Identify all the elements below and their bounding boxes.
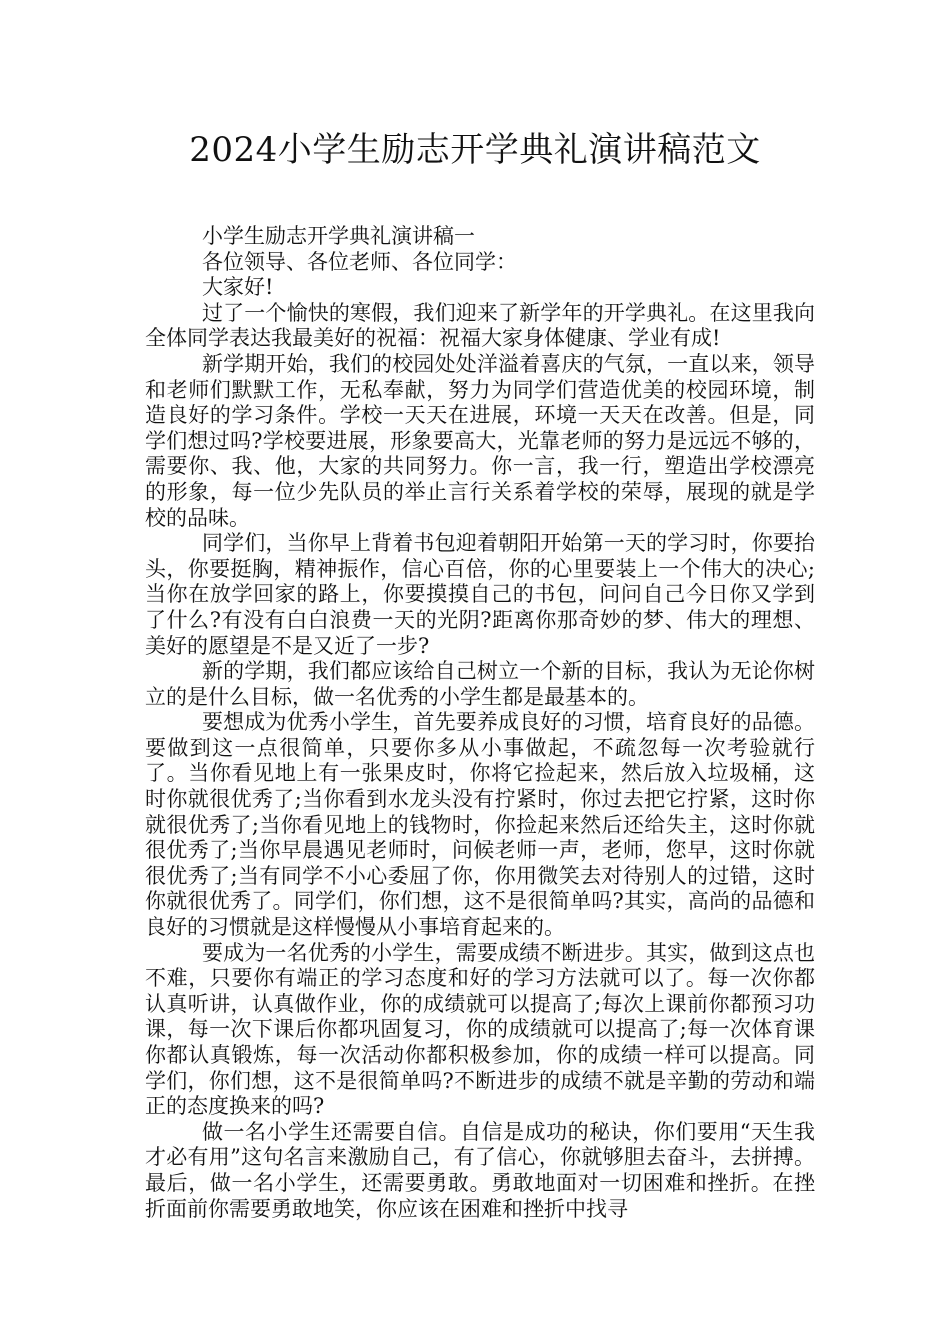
salutation: 各位领导、各位老师、各位同学： — [202, 249, 517, 274]
document-title: 2024小学生励志开学典礼演讲稿范文 — [189, 130, 761, 170]
document-body — [145, 224, 815, 1222]
paragraph: 同学们，当你早上背着书包迎着朝阳开始第一天的学习时，你要抬头，你要挺胸，精神振作，信心百倍，你的心里要装上一个伟大的决心;当你在放学回家的路上，你要摸摸自己的书包，问问自己今日你又学到了什么?有没有白白浪费一天的光阴?距离你那奇妙的梦、伟大的理想、美好的愿望是不是又近了一步? — [145, 531, 815, 658]
paragraph: 新学期开始，我们的校园处处洋溢着喜庆的气氛，一直以来，领导和老师们默默工作，无私奉献，努力为同学们营造优美的校园环境，制造良好的学习条件。学校一天天在进展，环境一天天在改善。但是，同学们想过吗?学校要进展，形象要高大，光靠老师的努力是远远不够的，需要你、我、他，大家的共同努力。你一言，我一行，塑造出学校漂亮的形象，每一位少先队员的举止言行关系着学校的荣辱，展现的就是学校的品味。 — [145, 351, 815, 530]
paragraph: 过了一个愉快的寒假，我们迎来了新学年的开学典礼。在这里我向全体同学表达我最美好的祝福：祝福大家身体健康、学业有成! — [145, 300, 815, 351]
paragraph: 要想成为优秀小学生，首先要养成良好的习惯，培育良好的品德。要做到这一点很简单，只要你多从小事做起，不疏忽每一次考验就行了。当你看见地上有一张果皮时，你将它捡起来，然后放入垃圾桶，这时你就很优秀了;当你看到水龙头没有拧紧时，你过去把它拧紧，这时你就很优秀了;当你看见地上的钱物时，你捡起来然后还给失主，这时你就很优秀了;当你早晨遇见老师时，问候老师一声，老师，您早，这时你就很优秀了;当有同学不小心委屈了你，你用微笑去对待别人的过错，这时你就很优秀了。同学们，你们想，这不是很简单吗?其实，高尚的品德和良好的习惯就是这样慢慢从小事培育起来的。 — [145, 710, 815, 940]
greeting: 大家好! — [202, 275, 274, 300]
paragraph: 做一名小学生还需要自信。自信是成功的秘诀，你们要用“天生我才必有用”这句名言来激励自己，有了信心，你就够胆去奋斗，去拼搏。最后，做一名小学生，还需要勇敢。勇敢地面对一切困难和挫折。在挫折面前你需要勇敢地笑，你应该在困难和挫折中找寻 — [145, 1119, 815, 1221]
paragraph: 要成为一名优秀的小学生，需要成绩不断进步。其实，做到这点也不难，只要你有端正的学习态度和好的学习方法就可以了。每一次你都认真听讲，认真做作业，你的成绩就可以提高了;每次上课前你都预习功课，每一次下课后你都巩固复习，你的成绩就可以提高了;每一次体育课你都认真锻炼，每一次活动你都积极参加，你的成绩一样可以提高。同学们，你们想，这不是很简单吗?不断进步的成绩不就是辛勤的劳动和端正的态度换来的吗? — [145, 940, 815, 1119]
paragraph: 新的学期，我们都应该给自己树立一个新的目标，我认为无论你树立的是什么目标，做一名优秀的小学生都是最基本的。 — [145, 659, 815, 709]
section-heading: 小学生励志开学典礼演讲稿一 — [202, 224, 475, 248]
